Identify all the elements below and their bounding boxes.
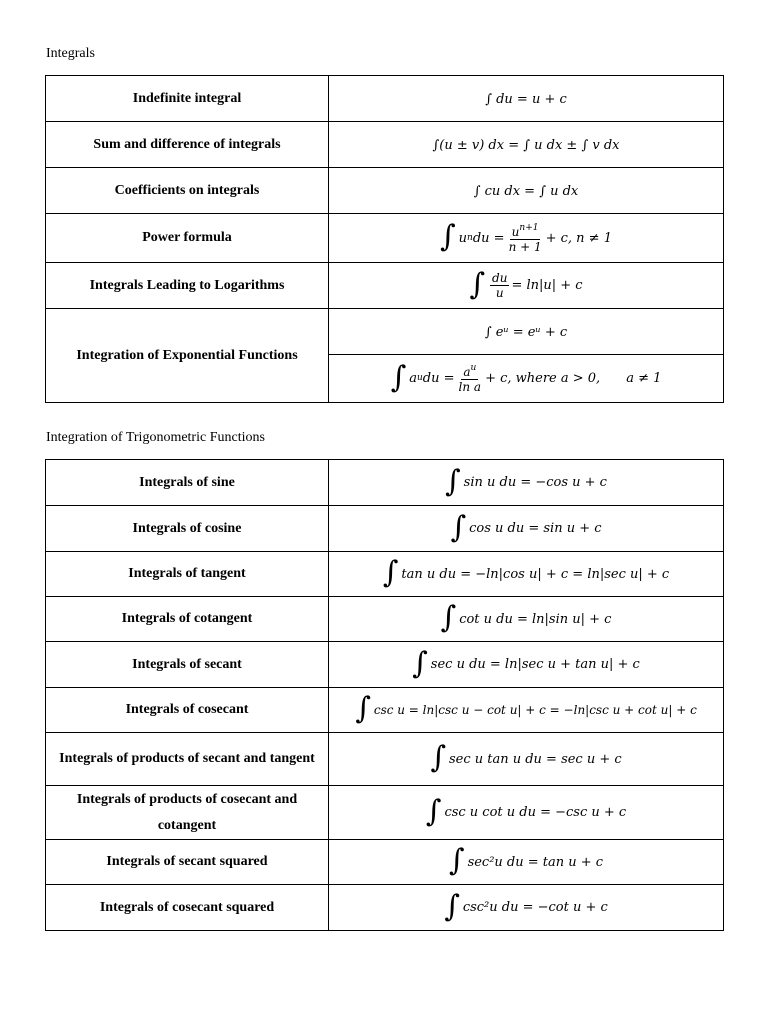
row-formula [329,552,724,597]
fraction [457,364,484,393]
row-formula [329,309,724,355]
formula-part: + c, where a > 0, [485,371,601,386]
integral-sign-icon: ∫ [440,219,456,254]
integrals-section-title: Integrals [46,46,95,61]
power-formula: ∫ u n du = $\frac{u^{n+1}}{n + 1}$ + c, n ≠ 1 [440,219,612,254]
formula: cos u du = sin u + c [469,521,602,536]
table-row [46,263,724,309]
table-row [46,642,724,688]
row-formula [329,122,724,168]
row-formula [329,885,724,931]
formula-part: + c, n ≠ 1 [545,230,612,246]
log-formula [469,266,583,302]
row-label: Integrals of products of secant and tangent [46,733,329,786]
table-row [46,786,724,840]
formula-part: a ≠ 1 [626,371,662,386]
table-row [46,733,724,786]
table-row [46,122,724,168]
formula: ∫(u ± v) dx = ∫ u dx ± ∫ v dx [432,137,620,153]
fraction [490,272,509,299]
row-formula [329,263,724,309]
row-formula [329,76,724,122]
row-label: Integrals of cosine [46,506,329,552]
table-row [46,214,724,263]
integral-sign-icon: ∫ [444,888,460,924]
row-formula [329,355,724,403]
formula: ∫ cu dx = ∫ u dx [473,183,579,199]
table-row [46,76,724,122]
formula: sec u tan u du = sec u + c [448,751,622,767]
formula: sec²u du = tan u + c [467,854,604,870]
row-label: Indefinite integral [46,76,329,122]
row-formula [329,214,724,263]
formula: sec u du = ln|sec u + tan u| + c [430,657,640,672]
integral-sign-icon: ∫ [355,691,371,726]
formula: csc u cot u du = −csc u + c [444,805,627,820]
row-formula [329,168,724,214]
row-label: Integrals of cotangent [46,597,329,642]
integral-sign-icon: ∫ [469,266,486,302]
table-row [46,309,724,355]
formula: ∫ eᵘ = eᵘ + c [484,324,568,340]
row-label: Integration of Exponential Functions [46,309,329,403]
integral-sign-icon: ∫ [445,463,461,499]
formula: sin u du = −cos u + c [463,475,607,490]
row-label: Integrals of sine [46,460,329,506]
row-label: Sum and difference of integrals [46,122,329,168]
formula: csc²u du = −cot u + c [462,900,608,915]
row-formula [329,786,724,840]
trig-section-title: Integration of Trigonometric Functions [46,430,265,445]
row-label: Integrals of secant squared [46,840,329,885]
row-label: Integrals Leading to Logarithms [46,263,329,309]
row-label: Integrals of secant [46,642,329,688]
integral-sign-icon: ∫ [412,645,428,681]
fraction-denominator: n + 1 [508,239,542,254]
table-row [46,597,724,642]
formula-part: du = [472,230,505,246]
table-row [46,506,724,552]
table-row [46,885,724,931]
formula-part: du = [422,371,455,386]
row-formula [329,506,724,552]
fraction-denominator: u [495,286,504,300]
fraction-numerator: $u^{n+1}$ [511,222,539,239]
formula-part: = ln|u| + c [511,278,583,293]
formula: csc u = ln|csc u − cot u| + c = −ln|csc u + cot u| + c [373,703,697,717]
integral-sign-icon: ∫ [425,793,442,829]
trig-table [45,459,724,931]
integral-sign-icon: ∫ [390,359,407,395]
fraction [507,224,544,253]
table-row [46,840,724,885]
fraction-numerator: $a^u$ [463,363,477,379]
formula: cot u du = ln|sin u| + c [459,611,612,627]
formula: ∫ du = u + c [485,91,567,107]
row-formula [329,840,724,885]
table-row [46,552,724,597]
table-row [46,168,724,214]
row-formula [329,597,724,642]
formula: tan u du = −ln|cos u| + c = ln|sec u| + c [401,566,670,582]
row-label: Integrals of cosecant [46,688,329,733]
table-row [46,688,724,733]
row-formula [329,642,724,688]
row-label: Integrals of cosecant squared [46,885,329,931]
row-label: Coefficients on integrals [46,168,329,214]
integral-sign-icon: ∫ [440,600,457,635]
table-row [46,460,724,506]
integral-sign-icon: ∫ [382,555,399,590]
row-label: Integrals of tangent [46,552,329,597]
integrals-table [45,75,724,403]
integral-sign-icon: ∫ [450,509,467,545]
fraction-numerator: du [492,271,508,285]
row-label: Integrals of products of cosecant and cotangent [46,786,329,840]
row-formula [329,460,724,506]
exponent: n+1 [519,222,539,233]
integral-sign-icon: ∫ [430,740,446,775]
integral-sign-icon: ∫ [448,843,465,878]
row-formula [329,688,724,733]
row-formula [329,733,724,786]
row-label: Power formula [46,214,329,263]
fraction-denominator: ln a [458,380,482,394]
exp-formula: ∫ a u du = $\frac{a^u}{\text{ln a}}$ + c, where a > 0, a ≠ 1 [390,359,662,395]
